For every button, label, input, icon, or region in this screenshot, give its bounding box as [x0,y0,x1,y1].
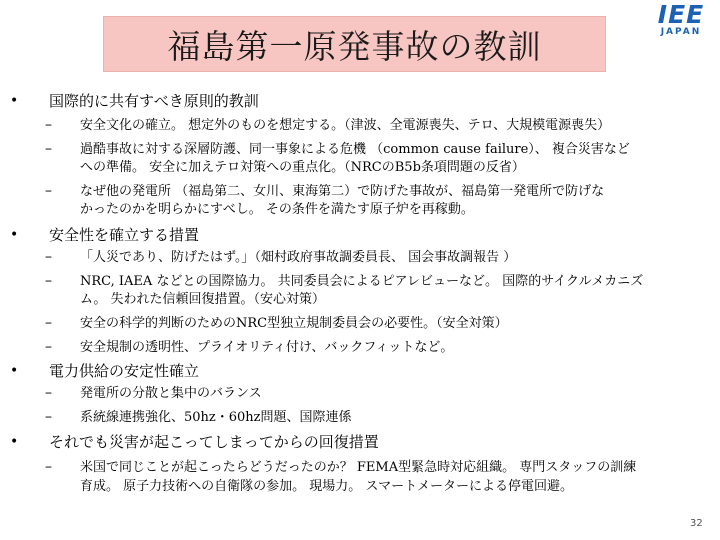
bullet-icon: • [10,434,19,450]
dash-icon: – [45,183,52,199]
list-item-line: 「人災であり、防げたはず。」（畑村政府事故調委員長、 国会事故調報告 ） [80,250,517,265]
bullet-icon: • [10,93,19,109]
list-item-line: 安全の科学的判断のためのNRC型独立規制委員会の必要性。（安全対策） [80,316,508,331]
section-heading: 安全性を確立する措置 [49,226,200,244]
list-item-line: NRC, IAEA などとの国際協力。 共同委員会によるピアレビューなど。 国際的サイクルメカニズ [80,274,644,289]
list-item-line: 米国で同じことが起こったらどうだったのか？ FEMA型緊急時対応組織。 専門スタッフの訓練 [80,460,637,475]
list-item-line: 発電所の分散と集中のバランス [80,386,262,401]
dash-icon: – [45,249,52,265]
bullet-icon: • [10,227,19,243]
bullet-icon: • [10,363,19,379]
list-item-line: 育成。 原子力技術への自衛隊の参加。 現場力。 スマートメーターによる停電回避。 [80,479,574,494]
list-item-line: 安全文化の確立。 想定外のものを想定する。（津波、全電源喪失、テロ、大規模電源喪失） [80,118,611,133]
dash-icon: – [45,385,52,401]
logo-sub-text: JAPAN [660,27,702,37]
dash-icon: – [45,117,52,133]
list-item-line: なぜ他の発電所 （福島第二、女川、東海第二）で防げた事故が、福島第一発電所で防げな [80,184,605,199]
section-heading: 電力供給の安定性確立 [49,362,200,380]
dash-icon: – [45,315,52,331]
list-item-line: への準備。 安全に加えテロ対策への重点化。（NRCのB5b条項問題の反省） [80,160,525,175]
section-heading: それでも災害が起こってしまってからの回復措置 [49,433,379,451]
list-item-line: 系統線連携強化、50hz・60hz問題、国際連係 [80,410,352,425]
section-heading: 国際的に共有すべき原則的教訓 [49,92,259,110]
list-item-line: ム。 失われた信頼回復措置。（安心対策） [80,292,326,307]
dash-icon: – [45,141,52,157]
dash-icon: – [45,459,52,475]
dash-icon: – [45,409,52,425]
page-number: 32 [690,518,703,529]
list-item-line: 安全規制の透明性、プライオリティ付け、バックフィットなど。 [80,340,454,355]
list-item-line: かったのかを明らかにすべし。 その条件を満たす原子炉を再稼動。 [80,202,474,217]
dash-icon: – [45,339,52,355]
dash-icon: – [45,273,52,289]
list-item-line: 過酷事故に対する深層防護、同一事象による危機 （common cause failure）、 複合災害など [80,142,630,157]
page-title: 福島第一原発事故の教訓 [167,26,542,66]
logo-main-text: IEE [657,0,705,29]
